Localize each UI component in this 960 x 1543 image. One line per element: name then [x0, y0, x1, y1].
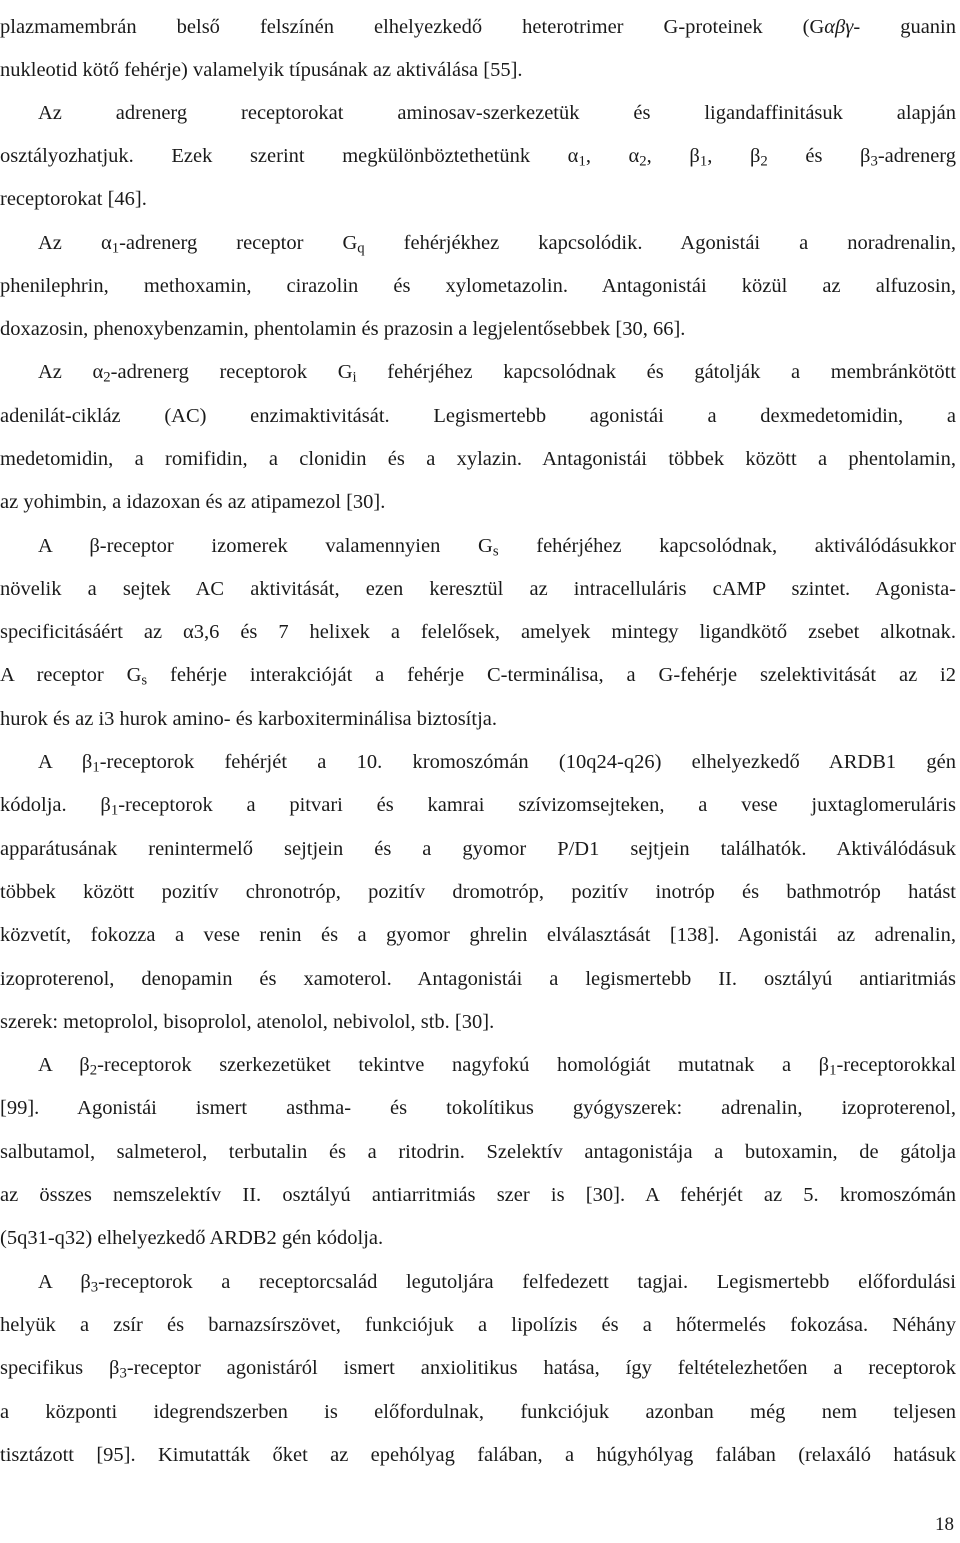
text-line: hurok és az i3 hurok amino- és karboxiterminálisa biztosítja. — [0, 708, 497, 730]
text-line: izoproterenol, denopamin és xamoterol. Antagonistái a legismertebb II. osztályú antiaritmiás — [0, 968, 956, 990]
text-line: Az $\alpha_2$-adrenerg receptorok $G_i$ fehérjéhez kapcsolódnak és gátolják a membránkötött — [38, 361, 956, 386]
page-number: 18 — [935, 1514, 954, 1535]
text-line: A $\beta_1$-receptorok fehérjét a 10. kromoszómán (10q24-q26) elhelyezkedő ARDB1 gén — [38, 751, 956, 776]
text-line: nukleotid kötő fehérje) valamelyik típusának az aktiválása [55]. — [0, 59, 523, 81]
text-line: A receptor $G_s$ fehérje interakcióját a fehérje C-terminálisa, a G-fehérje szelektivitását az i2 — [0, 664, 956, 689]
text-line: helyük a zsír és barnazsírszövet, funkciójuk a lipolízis és a hőtermelés fokozása. Néhány — [0, 1314, 956, 1336]
text-line: specificitásáért az α3,6 és 7 helixek a felelősek, amelyek mintegy ligandkötő zsebet alkotnak. — [0, 621, 956, 643]
text-line: receptorokat [46]. — [0, 188, 147, 210]
text-line: Az adrenerg receptorokat aminosav-szerkezetük és ligandaffinitásuk alapján — [38, 102, 956, 124]
text-line: növelik a sejtek AC aktivitását, ezen keresztül az intracelluláris cAMP szintet. Agonista- — [0, 578, 956, 600]
text-line: az összes nemszelektív II. osztályú antiarritmiás szer is [30]. A fehérjét az 5. kromoszómán — [0, 1184, 956, 1206]
text-line: specifikus $\beta_3$-receptor agonistáról ismert anxiolitikus hatása, így feltételezhetően a receptorok — [0, 1357, 956, 1382]
text-line: (5q31-q32) elhelyezkedő ARDB2 gén kódolja. — [0, 1227, 384, 1249]
text-line: A β-receptor izomerek valamennyien $G_s$ fehérjéhez kapcsolódnak, aktiválódásukkor — [38, 535, 956, 560]
text-line: tisztázott [95]. Kimutatták őket az epehólyag falában, a húgyhólyag falában (relaxáló hatásuk — [0, 1444, 956, 1466]
text-line: phenilephrin, methoxamin, cirazolin és xylometazolin. Antagonistái közül az alfuzosin, — [0, 275, 956, 297]
text-line: medetomidin, a romifidin, a clonidin és a xylazin. Antagonistái többek között a phentolamin, — [0, 448, 956, 470]
text-line: Az $\alpha_1$-adrenerg receptor $G_q$ fehérjékhez kapcsolódik. Agonistái a noradrenalin, — [38, 232, 956, 257]
text-line: A $\beta_2$-receptorok szerkezetüket tekintve nagyfokú homológiát mutatnak a $\beta_1$-receptorokkal — [38, 1054, 957, 1079]
text-line: plazmamembrán belső felszínén elhelyezkedő heterotrimer G-proteinek (Gαβγ- guanin — [0, 16, 956, 38]
text-line: [99]. Agonistái ismert asthma- és tokolítikus gyógyszerek: adrenalin, izoproterenol, — [0, 1097, 956, 1119]
text-line: apparátusának renintermelő sejtjein és a gyomor P/D1 sejtjein találhatók. Aktiválódásuk — [0, 838, 956, 860]
text-line: doxazosin, phenoxybenzamin, phentolamin és prazosin a legjelentősebbek [30, 66]. — [0, 318, 686, 340]
text-line: kódolja. $\beta_1$-receptorok a pitvari és kamrai szívizomsejteken, a vese juxtaglomeruláris — [0, 794, 957, 819]
text-line: a központi idegrendszerben is előfordulnak, funkciójuk azonban még nem teljesen — [0, 1401, 956, 1423]
text-line: salbutamol, salmeterol, terbutalin és a ritodrin. Szelektív antagonistája a butoxamin, de gátolja — [0, 1141, 956, 1163]
text-line: az yohimbin, a idazoxan és az atipamezol [30]. — [0, 491, 386, 513]
text-line: többek között pozitív chronotróp, pozitív dromotróp, pozitív inotróp és bathmotróp hatást — [0, 881, 956, 903]
text-line: osztályozhatjuk. Ezek szerint megkülönböztethetünk $\alpha_1$, $\alpha_2$, $\beta_1$, $\beta_2$ és $\beta_3$-adrenerg — [0, 145, 957, 170]
text-line: szerek: metoprolol, bisoprolol, atenolol, nebivolol, stb. [30]. — [0, 1011, 495, 1033]
text-line: A $\beta_3$-receptorok a receptorcsalád legutoljára felfedezett tagjai. Legismertebb előfordulási — [38, 1271, 956, 1296]
text-line: közvetít, fokozza a vese renin és a gyomor ghrelin elválasztását [138]. Agonistái az adrenalin, — [0, 924, 956, 946]
text-line: adenilát-cikláz (AC) enzimaktivitását. Legismertebb agonistái a dexmedetomidin, a — [0, 405, 956, 427]
